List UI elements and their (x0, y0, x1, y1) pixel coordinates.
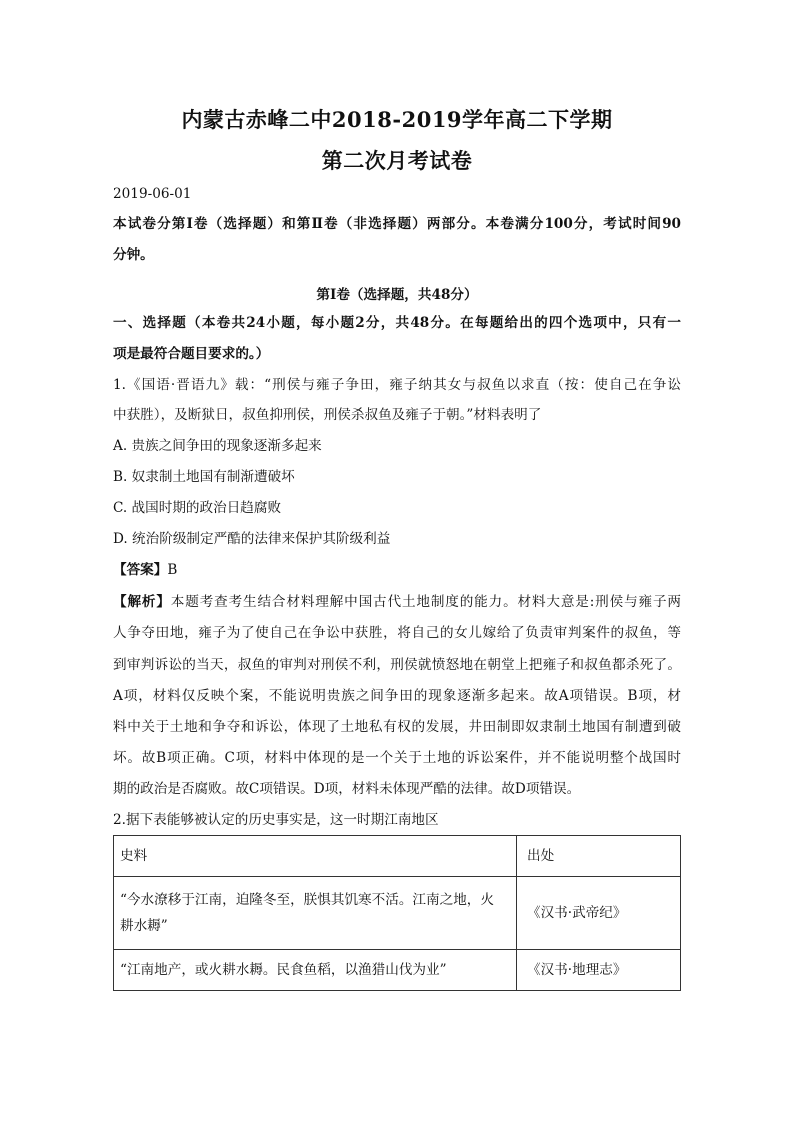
question-1-analysis-line-5: 料中关于土地和争夺和诉讼，体现了土地私有权的发展，井田制即奴隶制土地国有制遭到破 (113, 719, 681, 735)
source-table (113, 835, 681, 991)
question-1-option-b: B. 奴隶制土地国有制渐遭破坏 (113, 469, 295, 485)
question-1-option-d: D. 统治阶级制定严酷的法律来保护其阶级利益 (113, 531, 391, 547)
question-1-stem-line-2: 中获胜），及断狱日，叔鱼抑刑侯，刑侯杀叔鱼及雍子于朝。”材料表明了 (113, 407, 542, 423)
exam-date: 2019-06-01 (113, 186, 192, 202)
question-1-analysis-line-3: 到审判诉讼的当天，叔鱼的审判对刑侯不利，刑侯就愤怒地在朝堂上把雍子和叔鱼都杀死了。 (113, 657, 681, 673)
question-1-analysis-line-4: A项，材料仅反映个案，不能说明贵族之间争田的现象逐渐多起来。故A项错误。B项，材 (113, 688, 681, 704)
intro-line-1: 本试卷分第Ⅰ卷（选择题）和第Ⅱ卷（非选择题）两部分。本卷满分100分，考试时间90 (113, 216, 681, 232)
question-1-option-a: A. 贵族之间争田的现象逐渐多起来 (113, 438, 322, 454)
question-2-stem: 2.据下表能够被认定的历史事实是，这一时期江南地区 (113, 812, 439, 828)
quote-line: “今水潦移于江南，迫隆冬至，朕惧其饥寒不活。江南之地，火 (120, 892, 494, 908)
section-instructions-line-2: 项是最符合题目要求的。） (113, 346, 270, 362)
answer-value: B (167, 562, 178, 578)
table-header-cell: 史料 (114, 836, 517, 877)
analysis-label: 【解析】 (113, 594, 171, 610)
question-1-answer (113, 560, 177, 580)
quote-line: “江南地产，或火耕水耨。民食鱼稻，以渔猎山伐为业” (120, 962, 447, 978)
table-row (114, 877, 681, 950)
question-1-analysis-line-6: 坏。故B项正确。C项，材料中体现的是一个关于土地的诉讼案件，并不能说明整个战国时 (113, 750, 681, 766)
question-1-option-c: C. 战国时期的政治日趋腐败 (113, 500, 282, 516)
table-header-cell: 出处 (517, 836, 681, 877)
question-1-analysis-line-7: 期的政治是否腐败。故C项错误。D项，材料未体现严酷的法律。故D项错误。 (113, 781, 581, 797)
table-cell-source: 《汉书·地理志》 (517, 950, 681, 991)
table-cell-source: 《汉书·武帝纪》 (517, 877, 681, 950)
table-row (114, 950, 681, 991)
table-cell-quote (114, 950, 517, 991)
question-1-analysis-line-2: 人争夺田地，雍子为了使自己在争讼中获胜，将自己的女儿嫁给了负责审判案件的叔鱼，等 (113, 625, 681, 641)
section-heading: 第Ⅰ卷（选择题，共48分） (316, 287, 478, 303)
question-1-stem-line-1: 1.《国语·晋语九》载：“刑侯与雍子争田，雍子纳其女与叔鱼以求直（按：使自己在争讼 (113, 377, 681, 393)
section-instructions-line-1: 一、选择题（本卷共24小题，每小题2分，共48分。在每题给出的四个选项中，只有一 (113, 315, 681, 331)
exam-subtitle: 第二次月考试卷 (321, 148, 473, 173)
exam-title: 内蒙古赤峰二中2018-2019学年高二下学期 (181, 107, 613, 132)
quote-line: 耕水耨” (120, 918, 168, 934)
question-1-analysis-line-1 (113, 592, 681, 612)
intro-line-2: 分钟。 (113, 247, 154, 263)
answer-label: 【答案】 (113, 562, 168, 578)
table-cell-quote (114, 877, 517, 950)
analysis-text: 本题考查考生结合材料理解中国古代土地制度的能力。材料大意是:刑侯与雍子两 (170, 594, 682, 610)
table-header-row (114, 836, 681, 877)
